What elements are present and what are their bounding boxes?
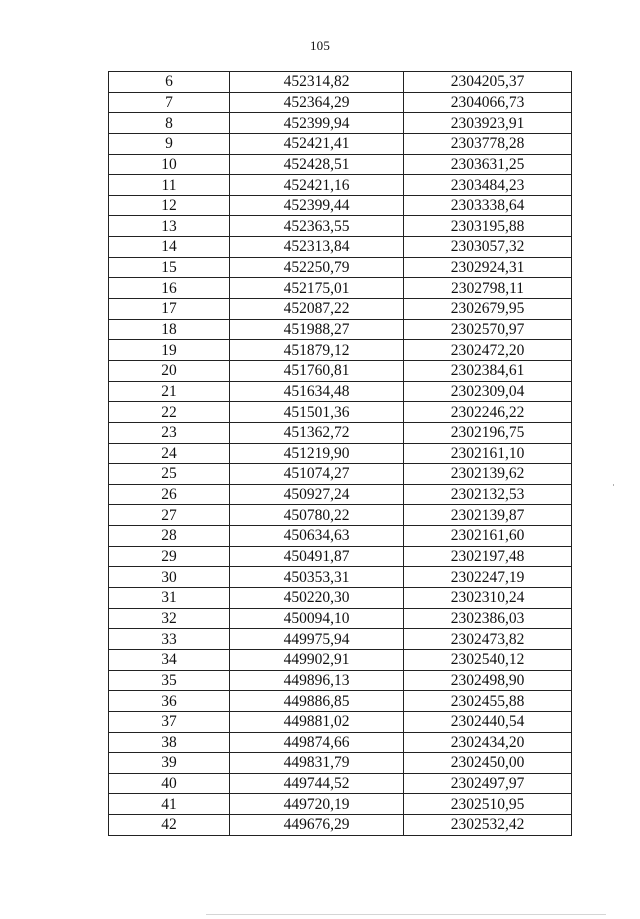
- point-number-cell: 30: [109, 567, 230, 588]
- x-coordinate-cell: 449975,94: [230, 629, 404, 650]
- y-coordinate-cell: 2303195,88: [404, 216, 572, 237]
- table-row: [109, 360, 572, 381]
- table-row: [109, 278, 572, 299]
- y-coordinate-cell: 2303484,23: [404, 175, 572, 196]
- point-number-cell: 12: [109, 195, 230, 216]
- point-number-cell: 40: [109, 773, 230, 794]
- x-coordinate-cell: 451634,48: [230, 381, 404, 402]
- table-row: [109, 608, 572, 629]
- coordinates-table-body: [109, 72, 572, 836]
- y-coordinate-cell: 2302570,97: [404, 319, 572, 340]
- x-coordinate-cell: 452399,44: [230, 195, 404, 216]
- x-coordinate-cell: 452087,22: [230, 299, 404, 320]
- x-coordinate-cell: 452175,01: [230, 278, 404, 299]
- table-row: [109, 402, 572, 423]
- y-coordinate-cell: 2303778,28: [404, 133, 572, 154]
- point-number-cell: 6: [109, 72, 230, 93]
- table-row: [109, 92, 572, 113]
- point-number-cell: 7: [109, 92, 230, 113]
- y-coordinate-cell: 2303338,64: [404, 195, 572, 216]
- y-coordinate-cell: 2303057,32: [404, 237, 572, 258]
- x-coordinate-cell: 449744,52: [230, 773, 404, 794]
- y-coordinate-cell: 2302473,82: [404, 629, 572, 650]
- table-row: [109, 257, 572, 278]
- table-row: [109, 340, 572, 361]
- point-number-cell: 8: [109, 113, 230, 134]
- y-coordinate-cell: 2302472,20: [404, 340, 572, 361]
- point-number-cell: 37: [109, 711, 230, 732]
- y-coordinate-cell: 2302924,31: [404, 257, 572, 278]
- y-coordinate-cell: 2302309,04: [404, 381, 572, 402]
- table-row: [109, 753, 572, 774]
- table-row: [109, 464, 572, 485]
- table-row: [109, 175, 572, 196]
- table-row: [109, 711, 572, 732]
- point-number-cell: 26: [109, 484, 230, 505]
- point-number-cell: 20: [109, 360, 230, 381]
- page-number: 105: [309, 38, 331, 53]
- y-coordinate-cell: 2302197,48: [404, 546, 572, 567]
- scan-artifact: [613, 484, 614, 486]
- table-row: [109, 422, 572, 443]
- y-coordinate-cell: 2302139,62: [404, 464, 572, 485]
- y-coordinate-cell: 2302450,00: [404, 753, 572, 774]
- y-coordinate-cell: 2302532,42: [404, 815, 572, 836]
- y-coordinate-cell: 2302679,95: [404, 299, 572, 320]
- point-number-cell: 38: [109, 732, 230, 753]
- point-number-cell: 10: [109, 154, 230, 175]
- table-row: [109, 72, 572, 93]
- y-coordinate-cell: 2302196,75: [404, 422, 572, 443]
- x-coordinate-cell: 451988,27: [230, 319, 404, 340]
- table-row: [109, 195, 572, 216]
- x-coordinate-cell: 451760,81: [230, 360, 404, 381]
- point-number-cell: 23: [109, 422, 230, 443]
- table-row: [109, 484, 572, 505]
- table-row: [109, 113, 572, 134]
- x-coordinate-cell: 450927,24: [230, 484, 404, 505]
- table-row: [109, 319, 572, 340]
- y-coordinate-cell: 2302161,10: [404, 443, 572, 464]
- table-row: [109, 649, 572, 670]
- table-row: [109, 629, 572, 650]
- point-number-cell: 29: [109, 546, 230, 567]
- table-row: [109, 815, 572, 836]
- table-row: [109, 691, 572, 712]
- point-number-cell: 34: [109, 649, 230, 670]
- x-coordinate-cell: 452399,94: [230, 113, 404, 134]
- x-coordinate-cell: 451879,12: [230, 340, 404, 361]
- x-coordinate-cell: 449831,79: [230, 753, 404, 774]
- point-number-cell: 21: [109, 381, 230, 402]
- table-row: [109, 237, 572, 258]
- y-coordinate-cell: 2302246,22: [404, 402, 572, 423]
- table-row: [109, 526, 572, 547]
- y-coordinate-cell: 2302139,87: [404, 505, 572, 526]
- point-number-cell: 39: [109, 753, 230, 774]
- x-coordinate-cell: 451074,27: [230, 464, 404, 485]
- table-row: [109, 154, 572, 175]
- point-number-cell: 42: [109, 815, 230, 836]
- y-coordinate-cell: 2302510,95: [404, 794, 572, 815]
- x-coordinate-cell: 452421,16: [230, 175, 404, 196]
- y-coordinate-cell: 2302386,03: [404, 608, 572, 629]
- x-coordinate-cell: 449874,66: [230, 732, 404, 753]
- point-number-cell: 41: [109, 794, 230, 815]
- table-row: [109, 567, 572, 588]
- y-coordinate-cell: 2302161,60: [404, 526, 572, 547]
- point-number-cell: 25: [109, 464, 230, 485]
- point-number-cell: 14: [109, 237, 230, 258]
- point-number-cell: 35: [109, 670, 230, 691]
- point-number-cell: 24: [109, 443, 230, 464]
- point-number-cell: 17: [109, 299, 230, 320]
- point-number-cell: 13: [109, 216, 230, 237]
- x-coordinate-cell: 450491,87: [230, 546, 404, 567]
- x-coordinate-cell: 452363,55: [230, 216, 404, 237]
- point-number-cell: 9: [109, 133, 230, 154]
- y-coordinate-cell: 2302310,24: [404, 588, 572, 609]
- y-coordinate-cell: 2302247,19: [404, 567, 572, 588]
- point-number-cell: 11: [109, 175, 230, 196]
- point-number-cell: 18: [109, 319, 230, 340]
- point-number-cell: 31: [109, 588, 230, 609]
- point-number-cell: 27: [109, 505, 230, 526]
- x-coordinate-cell: 452428,51: [230, 154, 404, 175]
- y-coordinate-cell: 2302455,88: [404, 691, 572, 712]
- table-row: [109, 773, 572, 794]
- y-coordinate-cell: 2304205,37: [404, 72, 572, 93]
- y-coordinate-cell: 2302384,61: [404, 360, 572, 381]
- y-coordinate-cell: 2302497,97: [404, 773, 572, 794]
- y-coordinate-cell: 2302440,54: [404, 711, 572, 732]
- y-coordinate-cell: 2302798,11: [404, 278, 572, 299]
- x-coordinate-cell: 450094,10: [230, 608, 404, 629]
- point-number-cell: 33: [109, 629, 230, 650]
- point-number-cell: 36: [109, 691, 230, 712]
- table-row: [109, 588, 572, 609]
- x-coordinate-cell: 449676,29: [230, 815, 404, 836]
- x-coordinate-cell: 450634,63: [230, 526, 404, 547]
- x-coordinate-cell: 449902,91: [230, 649, 404, 670]
- x-coordinate-cell: 450353,31: [230, 567, 404, 588]
- x-coordinate-cell: 450220,30: [230, 588, 404, 609]
- table-row: [109, 546, 572, 567]
- x-coordinate-cell: 449886,85: [230, 691, 404, 712]
- point-number-cell: 16: [109, 278, 230, 299]
- y-coordinate-cell: 2302132,53: [404, 484, 572, 505]
- coordinates-table: [108, 71, 572, 836]
- table-row: [109, 732, 572, 753]
- x-coordinate-cell: 452364,29: [230, 92, 404, 113]
- x-coordinate-cell: 451219,90: [230, 443, 404, 464]
- y-coordinate-cell: 2303631,25: [404, 154, 572, 175]
- table-row: [109, 133, 572, 154]
- x-coordinate-cell: 451501,36: [230, 402, 404, 423]
- y-coordinate-cell: 2302498,90: [404, 670, 572, 691]
- x-coordinate-cell: 452314,82: [230, 72, 404, 93]
- x-coordinate-cell: 451362,72: [230, 422, 404, 443]
- table-row: [109, 381, 572, 402]
- x-coordinate-cell: 452313,84: [230, 237, 404, 258]
- x-coordinate-cell: 452421,41: [230, 133, 404, 154]
- point-number-cell: 32: [109, 608, 230, 629]
- table-row: [109, 443, 572, 464]
- x-coordinate-cell: 452250,79: [230, 257, 404, 278]
- table-row: [109, 794, 572, 815]
- table-row: [109, 505, 572, 526]
- x-coordinate-cell: 449720,19: [230, 794, 404, 815]
- y-coordinate-cell: 2304066,73: [404, 92, 572, 113]
- y-coordinate-cell: 2303923,91: [404, 113, 572, 134]
- point-number-cell: 28: [109, 526, 230, 547]
- point-number-cell: 15: [109, 257, 230, 278]
- y-coordinate-cell: 2302434,20: [404, 732, 572, 753]
- y-coordinate-cell: 2302540,12: [404, 649, 572, 670]
- table-row: [109, 670, 572, 691]
- x-coordinate-cell: 449896,13: [230, 670, 404, 691]
- scan-edge-line: [206, 914, 606, 915]
- table-row: [109, 299, 572, 320]
- point-number-cell: 19: [109, 340, 230, 361]
- point-number-cell: 22: [109, 402, 230, 423]
- x-coordinate-cell: 450780,22: [230, 505, 404, 526]
- x-coordinate-cell: 449881,02: [230, 711, 404, 732]
- table-row: [109, 216, 572, 237]
